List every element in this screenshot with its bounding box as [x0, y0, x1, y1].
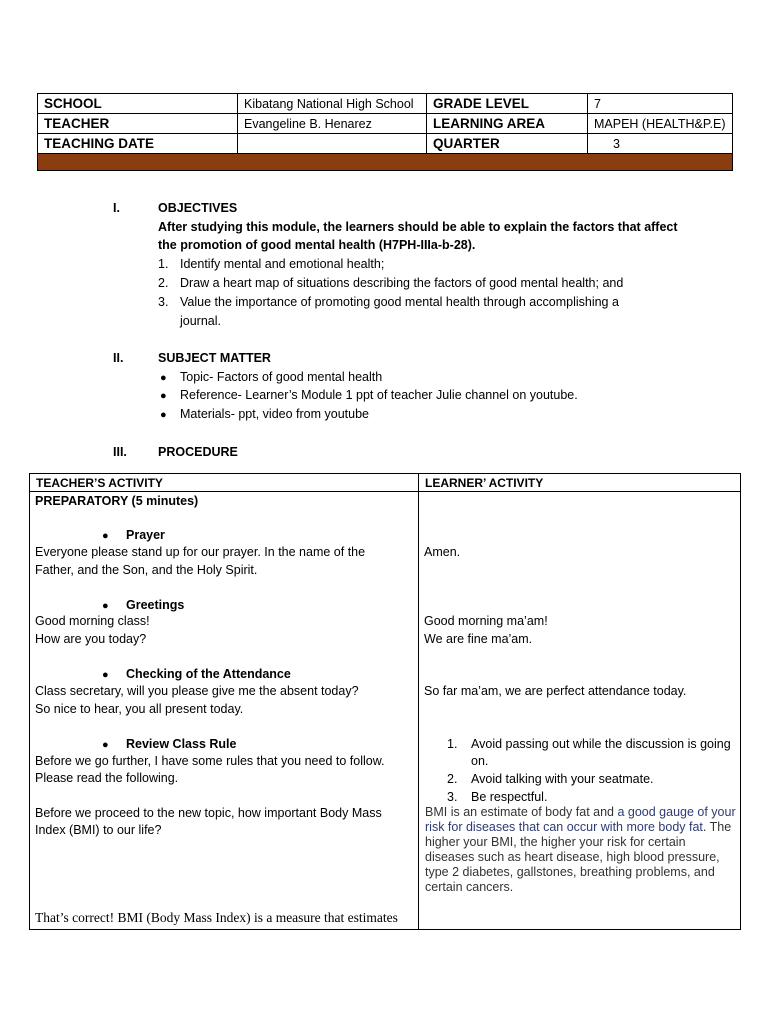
quarter-label: QUARTER [427, 134, 588, 154]
rule-item-1: 1. Avoid passing out while the discussion is going [447, 737, 731, 751]
lesson-header-table [37, 93, 733, 171]
learner-activity-header: LEARNER’ ACTIVITY [419, 474, 741, 492]
subject-title: SUBJECT MATTER [158, 351, 271, 365]
procedure-numeral: III. [113, 445, 127, 459]
prayer-line-2: Father, and the Son, and the Holy Spirit. [35, 563, 258, 577]
bmi-question-line-2: Index (BMI) to our life? [35, 823, 162, 837]
subject-bullet-reference: ● Reference- Learner’s Module 1 ppt of teacher Julie channel on youtube. [160, 388, 578, 402]
greetings-heading: ● Greetings [102, 598, 185, 612]
attendance-line-1: Class secretary, will you please give me the absent today? [35, 684, 359, 698]
school-label: SCHOOL [38, 94, 238, 114]
attendance-reply: So far ma’am, we are perfect attendance today. [424, 684, 687, 698]
objectives-intro-line-1: After studying this module, the learners should be able to explain the factors that affect [158, 220, 678, 234]
grade-label: GRADE LEVEL [427, 94, 588, 114]
objectives-intro-line-2: the promotion of good mental health (H7PH-IIIa-b-28). [158, 238, 476, 252]
greeting-reply-2: We are fine ma’am. [424, 632, 533, 646]
objective-item-2: 2. Draw a heart map of situations describing the factors of good mental health; and [158, 276, 624, 290]
school-value: Kibatang National High School [238, 94, 427, 114]
objectives-numeral: I. [113, 201, 120, 215]
quarter-value: 3 [588, 134, 733, 154]
prayer-line-1: Everyone please stand up for our prayer. In the name of the [35, 545, 366, 559]
greeting-reply-1: Good morning ma’am! [424, 614, 548, 628]
preparatory-heading: PREPARATORY (5 minutes) [35, 494, 199, 508]
subject-bullet-materials: ● Materials- ppt, video from youtube [160, 407, 369, 421]
review-rule-line-1: Before we go further, I have some rules that you need to follow. [35, 754, 385, 768]
bmi-answer: BMI is an estimate of body fat and a good gauge of your risk for diseases that can occur with more body fat. The higher your BMI, the higher your risk for certain diseases such as heart disease, high blood pressure, type 2 diabetes, gallstones, breathing problems, and certain cancers. [425, 805, 736, 894]
objective-item-1: 1. Identify mental and emotional health; [158, 257, 385, 271]
prayer-heading: ● Prayer [102, 528, 165, 542]
bmi-correct-statement: That’s correct! BMI (Body Mass Index) is a measure that estimates [35, 910, 398, 925]
procedure-table [29, 473, 741, 930]
subject-numeral: II. [113, 351, 124, 365]
rule-item-1-continuation: on. [471, 754, 489, 768]
grade-value: 7 [588, 94, 733, 114]
rule-item-3: 3. Be respectful. [447, 790, 548, 804]
objectives-title: OBJECTIVES [158, 201, 238, 215]
objective-item-3-continuation: journal. [180, 314, 221, 328]
learning-area-value: MAPEH (HEALTH&P.E) [588, 114, 733, 134]
teaching-date-label: TEACHING DATE [38, 134, 238, 154]
learner-activity-cell [419, 492, 741, 930]
teaching-date-value [238, 134, 427, 154]
objective-item-3: 3. Value the importance of promoting good mental health through accomplishing a [158, 295, 619, 309]
header-color-bar [38, 154, 733, 171]
procedure-title: PROCEDURE [158, 445, 238, 459]
learning-area-label: LEARNING AREA [427, 114, 588, 134]
amen-reply: Amen. [424, 545, 461, 559]
attendance-heading: ● Checking of the Attendance [102, 667, 291, 681]
review-rule-heading: ● Review Class Rule [102, 737, 237, 751]
teacher-activity-header: TEACHER’S ACTIVITY [30, 474, 419, 492]
greetings-line-1: Good morning class! [35, 614, 150, 628]
teacher-activity-cell [30, 492, 419, 930]
rule-item-2: 2. Avoid talking with your seatmate. [447, 772, 654, 786]
subject-bullet-topic: ● Topic- Factors of good mental health [160, 370, 383, 384]
teacher-value: Evangeline B. Henarez [238, 114, 427, 134]
greetings-line-2: How are you today? [35, 632, 147, 646]
attendance-line-2: So nice to hear, you all present today. [35, 702, 244, 716]
bmi-question-line-1: Before we proceed to the new topic, how important Body Mass [35, 806, 382, 820]
teacher-label: TEACHER [38, 114, 238, 134]
review-rule-line-2: Please read the following. [35, 771, 179, 785]
